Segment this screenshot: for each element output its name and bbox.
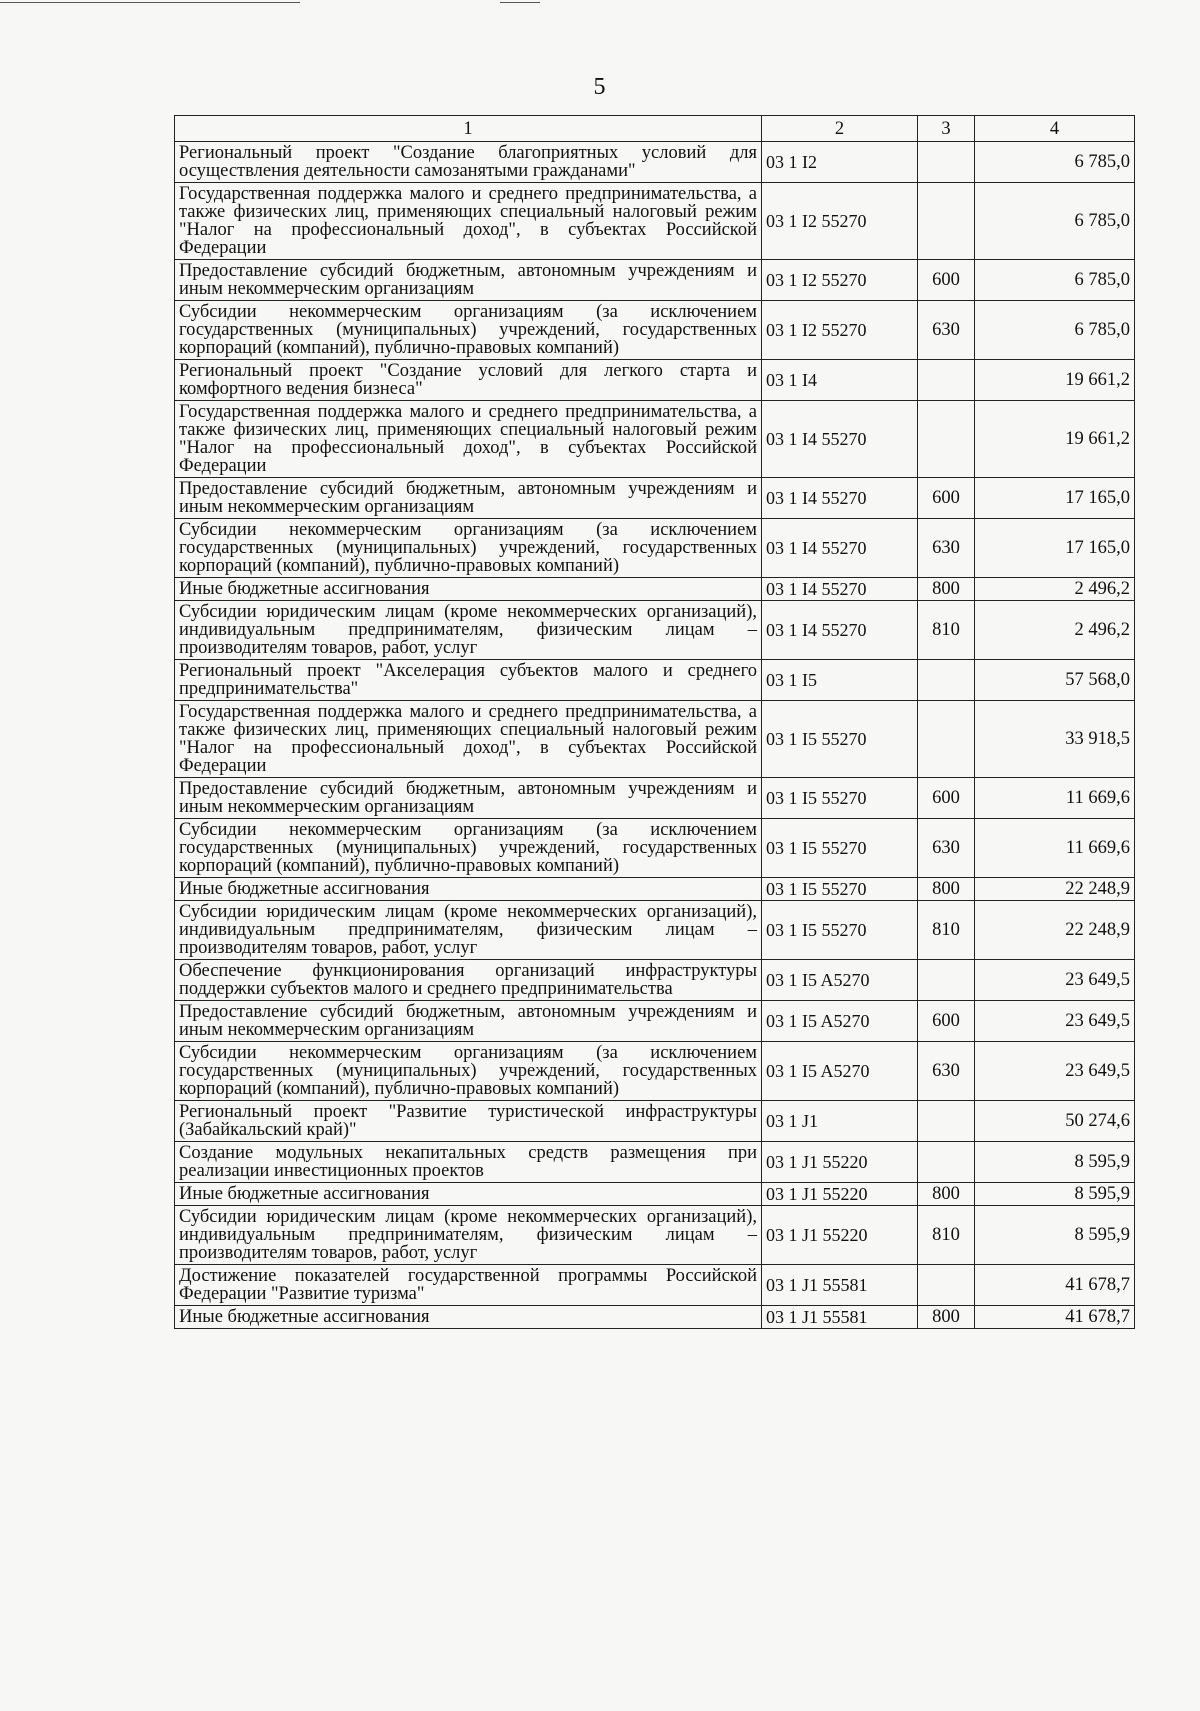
row-type-cell: 810 [918, 601, 975, 660]
row-sum-cell: 19 661,2 [975, 360, 1135, 401]
row-sum-cell: 23 649,5 [975, 960, 1135, 1001]
row-sum-cell: 8 595,9 [975, 1183, 1135, 1206]
table-row [175, 878, 1135, 901]
row-type-cell: 800 [918, 578, 975, 601]
row-type-cell [918, 960, 975, 1001]
row-sum-cell: 50 274,6 [975, 1101, 1135, 1142]
row-type-cell [918, 142, 975, 183]
row-code-cell: 03 1 I4 [762, 360, 918, 401]
row-code-cell: 03 1 I5 A5270 [762, 1042, 918, 1101]
row-sum-cell: 6 785,0 [975, 260, 1135, 301]
row-sum-cell: 17 165,0 [975, 519, 1135, 578]
row-code-cell: 03 1 I2 55270 [762, 183, 918, 260]
row-sum-cell: 23 649,5 [975, 1042, 1135, 1101]
row-sum-cell: 22 248,9 [975, 901, 1135, 960]
row-name-cell: Субсидии юридическим лицам (кроме некоммерческих организаций), индивидуальным предпринимателям, физическим лицам – производителям товаров, работ, услуг [175, 601, 762, 660]
row-sum-cell: 41 678,7 [975, 1306, 1135, 1329]
row-type-cell: 630 [918, 301, 975, 360]
row-name-cell: Государственная поддержка малого и среднего предпринимательства, а также физических лиц, применяющих специальный налоговый режим "Налог на профессиональный доход", в субъектах Российской Федерации [175, 701, 762, 778]
row-sum-cell: 2 496,2 [975, 578, 1135, 601]
table-row [175, 578, 1135, 601]
table-row [175, 701, 1135, 778]
row-code-cell: 03 1 I2 [762, 142, 918, 183]
row-type-cell: 600 [918, 778, 975, 819]
table-row [175, 360, 1135, 401]
budget-table [174, 115, 1135, 1329]
row-sum-cell: 22 248,9 [975, 878, 1135, 901]
header-col-1: 1 [175, 116, 762, 142]
row-name-cell: Иные бюджетные ассигнования [175, 1183, 762, 1206]
row-type-cell [918, 701, 975, 778]
page-number: 5 [593, 74, 607, 100]
row-sum-cell: 8 595,9 [975, 1142, 1135, 1183]
header-col-2: 2 [762, 116, 918, 142]
row-code-cell: 03 1 I5 A5270 [762, 1001, 918, 1042]
row-code-cell: 03 1 I4 55270 [762, 601, 918, 660]
row-name-cell: Предоставление субсидий бюджетным, автономным учреждениям и иным некоммерческим организациям [175, 1001, 762, 1042]
table-row [175, 1142, 1135, 1183]
header-col-4: 4 [975, 116, 1135, 142]
row-code-cell: 03 1 I5 A5270 [762, 960, 918, 1001]
row-name-cell: Иные бюджетные ассигнования [175, 1306, 762, 1329]
row-code-cell: 03 1 I5 [762, 660, 918, 701]
row-name-cell: Предоставление субсидий бюджетным, автономным учреждениям и иным некоммерческим организациям [175, 260, 762, 301]
row-sum-cell: 6 785,0 [975, 142, 1135, 183]
row-type-cell: 800 [918, 1183, 975, 1206]
table-row [175, 601, 1135, 660]
table-body [175, 142, 1135, 1329]
row-type-cell: 630 [918, 819, 975, 878]
row-type-cell [918, 660, 975, 701]
table-row [175, 1042, 1135, 1101]
row-code-cell: 03 1 J1 55220 [762, 1206, 918, 1265]
row-sum-cell: 19 661,2 [975, 401, 1135, 478]
table-row [175, 1001, 1135, 1042]
row-type-cell [918, 1101, 975, 1142]
table-row [175, 1101, 1135, 1142]
table-row [175, 260, 1135, 301]
table-row [175, 1206, 1135, 1265]
row-name-cell: Создание модульных некапитальных средств размещения при реализации инвестиционных проектов [175, 1142, 762, 1183]
row-code-cell: 03 1 J1 55581 [762, 1306, 918, 1329]
table-row [175, 401, 1135, 478]
row-sum-cell: 41 678,7 [975, 1265, 1135, 1306]
row-name-cell: Субсидии некоммерческим организациям (за исключением государственных (муниципальных) учреждений, государственных корпораций (компаний), публично-правовых компаний) [175, 819, 762, 878]
row-code-cell: 03 1 I5 55270 [762, 901, 918, 960]
row-type-cell [918, 1265, 975, 1306]
row-type-cell: 600 [918, 478, 975, 519]
row-name-cell: Региональный проект "Развитие туристической инфраструктуры (Забайкальский край)" [175, 1101, 762, 1142]
scan-line-top-short [500, 2, 540, 3]
row-name-cell: Иные бюджетные ассигнования [175, 878, 762, 901]
row-name-cell: Региональный проект "Создание благоприятных условий для осуществления деятельности самозанятыми гражданами" [175, 142, 762, 183]
scan-line-top [0, 2, 300, 3]
table-row [175, 778, 1135, 819]
row-code-cell: 03 1 I2 55270 [762, 260, 918, 301]
row-name-cell: Субсидии некоммерческим организациям (за исключением государственных (муниципальных) учреждений, государственных корпораций (компаний), публично-правовых компаний) [175, 301, 762, 360]
row-sum-cell: 11 669,6 [975, 778, 1135, 819]
table-row [175, 960, 1135, 1001]
row-code-cell: 03 1 I5 55270 [762, 778, 918, 819]
row-name-cell: Региональный проект "Акселерация субъектов малого и среднего предпринимательства" [175, 660, 762, 701]
row-name-cell: Предоставление субсидий бюджетным, автономным учреждениям и иным некоммерческим организациям [175, 778, 762, 819]
row-sum-cell: 6 785,0 [975, 183, 1135, 260]
row-type-cell: 600 [918, 1001, 975, 1042]
row-name-cell: Обеспечение функционирования организаций инфраструктуры поддержки субъектов малого и среднего предпринимательства [175, 960, 762, 1001]
row-name-cell: Региональный проект "Создание условий для легкого старта и комфортного ведения бизнеса" [175, 360, 762, 401]
row-sum-cell: 11 669,6 [975, 819, 1135, 878]
row-type-cell: 810 [918, 1206, 975, 1265]
row-code-cell: 03 1 J1 55220 [762, 1183, 918, 1206]
row-code-cell: 03 1 I4 55270 [762, 519, 918, 578]
row-type-cell [918, 183, 975, 260]
table-row [175, 1306, 1135, 1329]
row-code-cell: 03 1 I5 55270 [762, 701, 918, 778]
row-type-cell: 600 [918, 260, 975, 301]
row-sum-cell: 23 649,5 [975, 1001, 1135, 1042]
table-row [175, 478, 1135, 519]
table-row [175, 901, 1135, 960]
row-sum-cell: 2 496,2 [975, 601, 1135, 660]
row-sum-cell: 17 165,0 [975, 478, 1135, 519]
table-row [175, 660, 1135, 701]
row-code-cell: 03 1 I4 55270 [762, 578, 918, 601]
row-type-cell [918, 401, 975, 478]
row-sum-cell: 33 918,5 [975, 701, 1135, 778]
row-name-cell: Субсидии некоммерческим организациям (за исключением государственных (муниципальных) учреждений, государственных корпораций (компаний), публично-правовых компаний) [175, 1042, 762, 1101]
row-name-cell: Субсидии юридическим лицам (кроме некоммерческих организаций), индивидуальным предпринимателям, физическим лицам – производителям товаров, работ, услуг [175, 1206, 762, 1265]
row-name-cell: Государственная поддержка малого и среднего предпринимательства, а также физических лиц, применяющих специальный налоговый режим "Налог на профессиональный доход", в субъектах Российской Федерации [175, 183, 762, 260]
row-code-cell: 03 1 I2 55270 [762, 301, 918, 360]
header-row [175, 116, 1135, 142]
row-type-cell: 800 [918, 1306, 975, 1329]
row-name-cell: Субсидии некоммерческим организациям (за исключением государственных (муниципальных) учреждений, государственных корпораций (компаний), публично-правовых компаний) [175, 519, 762, 578]
row-code-cell: 03 1 J1 55581 [762, 1265, 918, 1306]
row-type-cell: 800 [918, 878, 975, 901]
row-type-cell: 630 [918, 1042, 975, 1101]
row-type-cell [918, 1142, 975, 1183]
header-col-3: 3 [918, 116, 975, 142]
row-name-cell: Государственная поддержка малого и среднего предпринимательства, а также физических лиц, применяющих специальный налоговый режим "Налог на профессиональный доход", в субъектах Российской Федерации [175, 401, 762, 478]
table-row [175, 1183, 1135, 1206]
row-name-cell: Достижение показателей государственной программы Российской Федерации "Развитие туризма" [175, 1265, 762, 1306]
row-sum-cell: 57 568,0 [975, 660, 1135, 701]
row-type-cell [918, 360, 975, 401]
table-row [175, 301, 1135, 360]
table-row [175, 819, 1135, 878]
table-row [175, 142, 1135, 183]
row-code-cell: 03 1 I4 55270 [762, 401, 918, 478]
table-row [175, 1265, 1135, 1306]
row-name-cell: Субсидии юридическим лицам (кроме некоммерческих организаций), индивидуальным предпринимателям, физическим лицам – производителям товаров, работ, услуг [175, 901, 762, 960]
row-code-cell: 03 1 I5 55270 [762, 878, 918, 901]
row-code-cell: 03 1 I5 55270 [762, 819, 918, 878]
table-row [175, 183, 1135, 260]
table-row [175, 519, 1135, 578]
row-name-cell: Иные бюджетные ассигнования [175, 578, 762, 601]
row-code-cell: 03 1 J1 [762, 1101, 918, 1142]
row-sum-cell: 8 595,9 [975, 1206, 1135, 1265]
row-code-cell: 03 1 I4 55270 [762, 478, 918, 519]
row-name-cell: Предоставление субсидий бюджетным, автономным учреждениям и иным некоммерческим организациям [175, 478, 762, 519]
row-type-cell: 810 [918, 901, 975, 960]
row-type-cell: 630 [918, 519, 975, 578]
row-sum-cell: 6 785,0 [975, 301, 1135, 360]
row-code-cell: 03 1 J1 55220 [762, 1142, 918, 1183]
